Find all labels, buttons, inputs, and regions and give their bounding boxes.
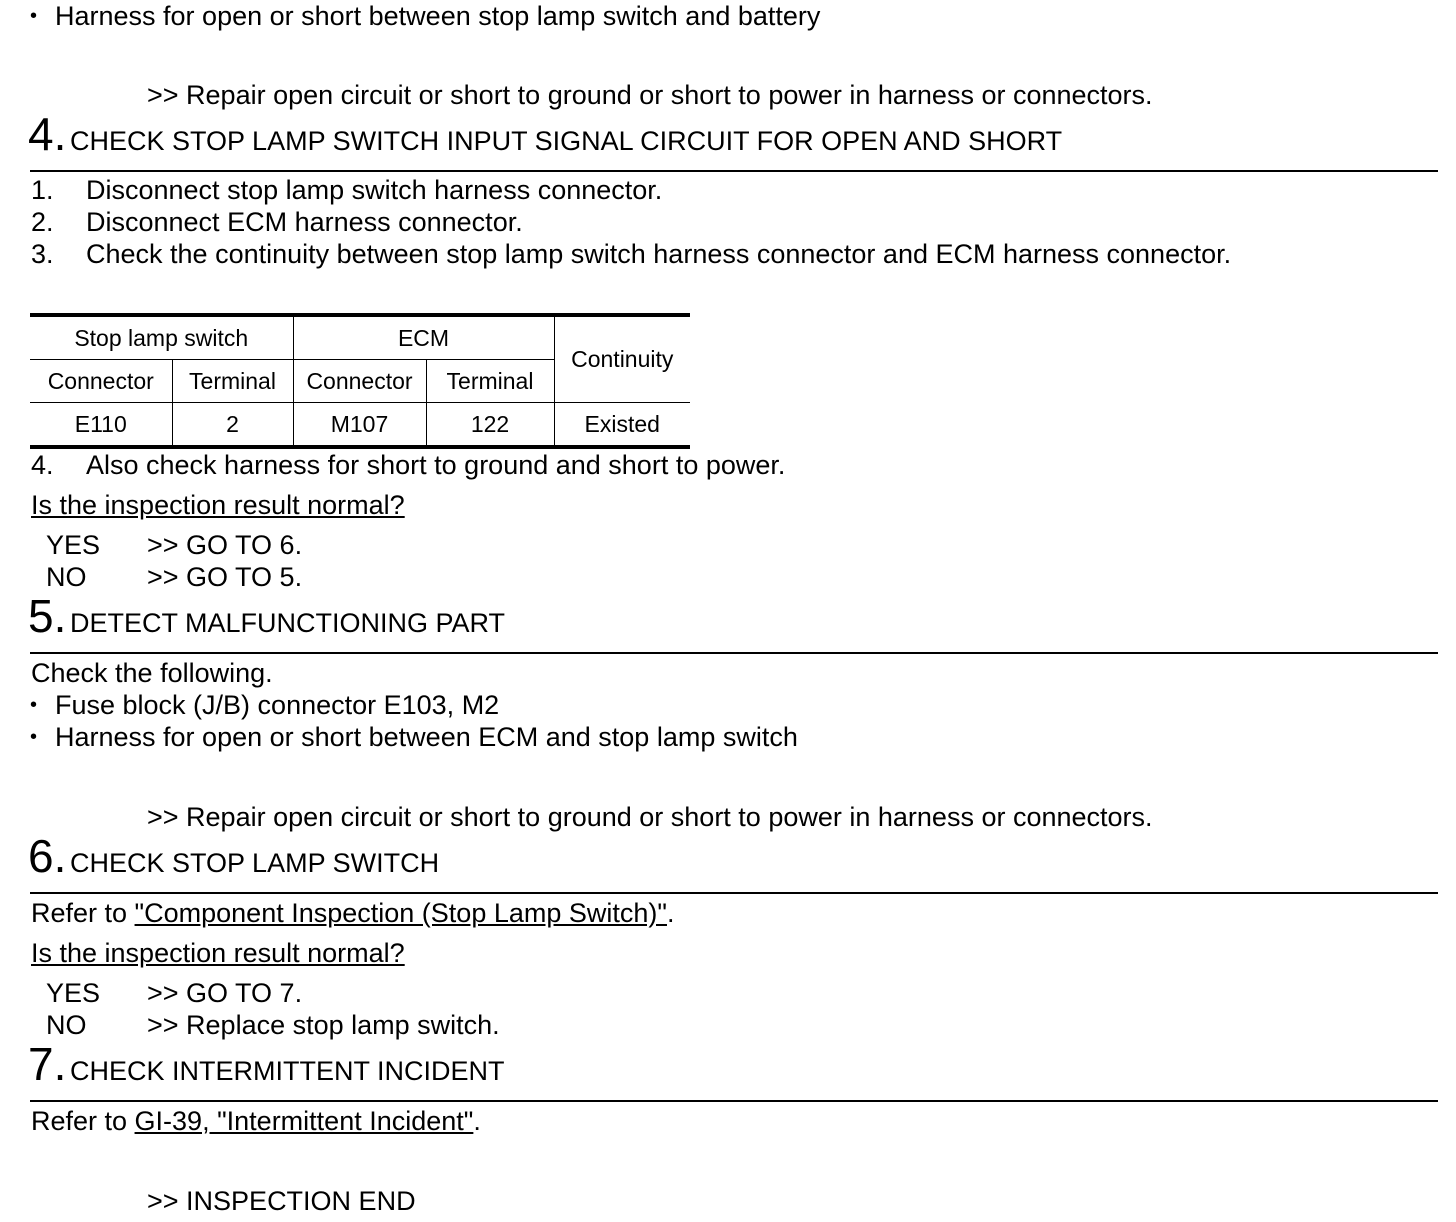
step-7-title: CHECK INTERMITTENT INCIDENT bbox=[70, 1056, 505, 1086]
step-6-no-text: >> Replace stop lamp switch. bbox=[147, 1010, 500, 1040]
header-sls-connector: Connector bbox=[30, 360, 172, 403]
step-4-no-text: >> GO TO 5. bbox=[147, 562, 303, 592]
cell-ecm-connector: M107 bbox=[293, 403, 426, 448]
step-4-item-2-text: Disconnect ECM harness connector. bbox=[86, 207, 523, 237]
component-inspection-link[interactable]: "Component Inspection (Stop Lamp Switch)" bbox=[134, 898, 667, 928]
top-result-text: >> Repair open circuit or short to ground or short to power in harness or connectors. bbox=[147, 80, 1153, 110]
cell-ecm-terminal: 122 bbox=[426, 403, 554, 448]
header-continuity: Continuity bbox=[554, 315, 690, 403]
header-ecm-terminal: Terminal bbox=[426, 360, 554, 403]
step-7-rule bbox=[30, 1100, 1438, 1102]
step-6-no-label: NO bbox=[46, 1010, 87, 1040]
step-4-yes-label: YES bbox=[46, 530, 101, 560]
bullet-marker: • bbox=[30, 694, 38, 716]
header-ecm: ECM bbox=[293, 315, 554, 360]
refer-suffix: . bbox=[473, 1106, 481, 1136]
step-4-rule bbox=[30, 170, 1438, 172]
refer-prefix: Refer to bbox=[31, 898, 135, 928]
header-sls-terminal: Terminal bbox=[172, 360, 293, 403]
step-7-end-text: >> INSPECTION END bbox=[147, 1186, 416, 1216]
step-4-no-label: NO bbox=[46, 562, 87, 592]
step-7-refer bbox=[31, 1105, 481, 1137]
step-4-item-3-text: Check the continuity between stop lamp switch harness connector and ECM harness connector. bbox=[86, 239, 1232, 269]
header-stop-lamp-switch: Stop lamp switch bbox=[30, 315, 293, 360]
table-row bbox=[30, 403, 690, 448]
bullet-marker: • bbox=[30, 726, 38, 748]
step-4-item-4-text: Also check harness for short to ground and short to power. bbox=[86, 450, 786, 480]
step-6-question: Is the inspection result normal? bbox=[31, 938, 405, 968]
step-4-item-3-num: 3. bbox=[31, 239, 54, 269]
step-4-yes-text: >> GO TO 6. bbox=[147, 530, 303, 560]
step-6-rule bbox=[30, 892, 1438, 894]
cell-sls-terminal: 2 bbox=[172, 403, 293, 448]
step-5-number: 5. bbox=[28, 590, 67, 642]
step-4-question: Is the inspection result normal? bbox=[31, 490, 405, 520]
top-bullet-text: Harness for open or short between stop lamp switch and battery bbox=[55, 1, 821, 31]
step-5-result-text: >> Repair open circuit or short to ground or short to power in harness or connectors. bbox=[147, 802, 1153, 832]
step-5-bullet-1: Fuse block (J/B) connector E103, M2 bbox=[55, 690, 500, 720]
step-6-yes-text: >> GO TO 7. bbox=[147, 978, 303, 1008]
step-5-intro: Check the following. bbox=[31, 658, 273, 688]
step-5-bullet-2: Harness for open or short between ECM and stop lamp switch bbox=[55, 722, 798, 752]
step-4-item-4-num: 4. bbox=[31, 450, 54, 480]
step-4-title: CHECK STOP LAMP SWITCH INPUT SIGNAL CIRCUIT FOR OPEN AND SHORT bbox=[70, 126, 1063, 156]
header-ecm-connector: Connector bbox=[293, 360, 426, 403]
step-5-rule bbox=[30, 652, 1438, 654]
step-6-title: CHECK STOP LAMP SWITCH bbox=[70, 848, 440, 878]
step-7-number: 7. bbox=[28, 1038, 67, 1090]
cell-continuity: Existed bbox=[554, 403, 690, 448]
refer-suffix: . bbox=[666, 898, 675, 928]
step-6-number: 6. bbox=[28, 830, 67, 882]
continuity-table bbox=[30, 313, 690, 449]
intermittent-incident-link[interactable]: GI-39, "Intermittent Incident" bbox=[134, 1106, 474, 1136]
step-5-title: DETECT MALFUNCTIONING PART bbox=[70, 608, 506, 638]
step-4-item-1-text: Disconnect stop lamp switch harness connector. bbox=[86, 175, 663, 205]
refer-prefix: Refer to bbox=[31, 1106, 135, 1136]
step-4-number: 4. bbox=[28, 108, 67, 160]
bullet-marker: • bbox=[30, 5, 38, 27]
step-6-yes-label: YES bbox=[46, 978, 101, 1008]
step-4-item-1-num: 1. bbox=[31, 175, 54, 205]
step-6-refer bbox=[31, 897, 675, 929]
step-4-item-2-num: 2. bbox=[31, 207, 54, 237]
cell-sls-connector: E110 bbox=[30, 403, 172, 448]
